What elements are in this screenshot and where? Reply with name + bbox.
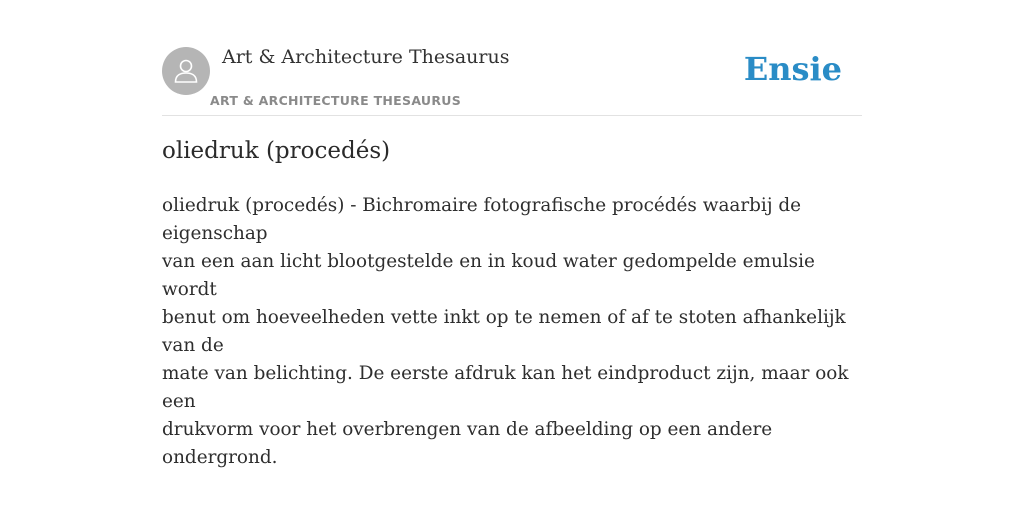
user-silhouette-icon — [172, 57, 200, 85]
body-line: mate van belichting. De eerste afdruk kan het eindproduct zijn, maar ook een — [162, 363, 849, 412]
author-avatar[interactable] — [162, 47, 210, 95]
body-line: van een aan licht blootgestelde en in koud water gedompelde emulsie wordt — [162, 251, 815, 300]
article-body — [162, 192, 867, 472]
body-line: drukvorm voor het overbrengen van de afbeelding op een andere ondergrond. — [162, 419, 773, 468]
page-title: oliedruk (procedés) — [162, 138, 391, 164]
ensie-logo[interactable]: Ensie — [743, 50, 842, 88]
author-name[interactable]: Art & Architecture Thesaurus — [222, 46, 510, 68]
author-subtitle: ART & ARCHITECTURE THESAURUS — [210, 93, 462, 108]
body-line: oliedruk (procedés) - Bichromaire fotografische procédés waarbij de eigenschap — [162, 195, 802, 244]
body-line: benut om hoeveelheden vette inkt op te nemen of af te stoten afhankelijk van de — [162, 307, 846, 356]
article-header — [162, 40, 862, 116]
